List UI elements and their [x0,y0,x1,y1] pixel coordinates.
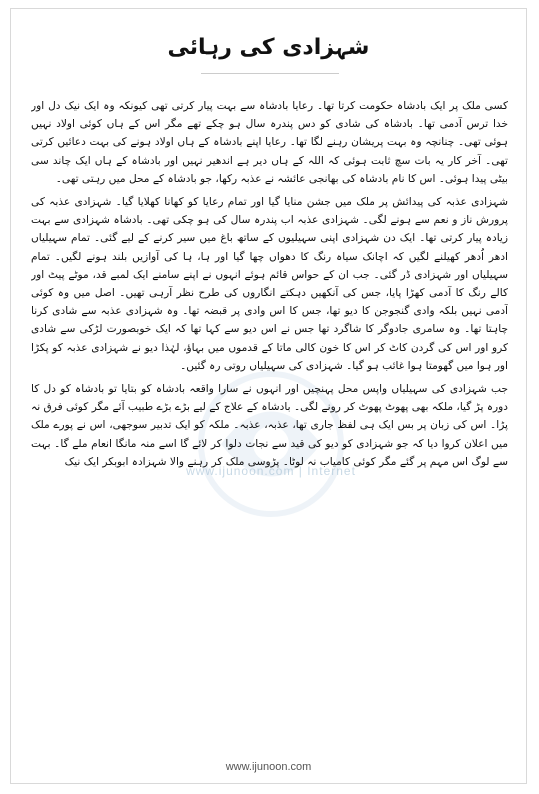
page-sheet [10,8,527,784]
footer-url: www.ijunoon.com [225,761,312,773]
story-body [31,97,508,703]
story-title: شہزادی کی رہائی [167,35,370,60]
paragraph-3: جب شہزادی کی سہیلیاں واپس محل پہنچیں اور انہوں نے سارا واقعہ بادشاہ کو بتایا تو بادشاہ کو دل کا دورہ پڑ گیا، ملکہ بھی پھوٹ پھوٹ کر رونے لگی۔ بادشاہ کے علاج کے لیے بڑے بڑے طبیب آئے مگر کوئی فرق نہ پڑا۔ اس کی زبان پر بس ایک ہی لفظ جاری تھا، عذبہ، عذبہ۔ ملکہ کو ایک تدبیر سوجھی، اس نے پورے ملک میں اعلان کروا دیا کہ جو شہزادی کو دیو کی قید سے نجات دلوا کر لائے گا اسے منہ مانگا انعام ملے گا۔ بہت سے لوگ اس مہم پر گئے مگر کوئی کامیاب نہ لوٹا۔ پڑوسی ملک کر رہنے والا شہزادہ ابوبکر ایک نیک [31,383,508,468]
paragraph-2: شہزادی عذبہ کی پیدائش پر ملک میں جشن منایا گیا اور تمام رعایا کو کھانا کھلایا گیا۔ شہزادی عذبہ کی پرورش ناز و نعم سے ہونے لگی۔ شہزادی عذبہ اب پندرہ سال کی ہو چکی تھی۔ بادشاہ شہزادی سے بہت زیادہ پیار کرتی تھا۔ ایک دن شہزادی اپنی سہیلیوں کے ساتھ باغ میں سیر کرنے کے لیے گئی۔ تمام سہیلیاں ادھر اُدھر کھیلنے لگیں کہ اچانک سیاہ رنگ کا دھواں چھا گیا اور ہا، ہا کی آوازیں بلند ہونے لگیں۔ تمام سہیلیاں اور شہزادی ڈر گئی۔ جب ان کے حواس قائم ہوئے انہوں نے اپنے سامنے ایک لمبے قد، موٹے پیٹ اور کالے رنگ کا آدمی کھڑا پایا، جس کی آنکھیں دہکتے انگاروں کی طرح نظر آرہی تھیں۔ اصل میں وہ کوئی آدمی نہیں بلکہ وادی گنجوجن کا دیو تھا، جس کا اس وادی پر قبضہ تھا۔ وہ شہزادی عذبہ سے شادی کرنا چاہتا تھا۔ وہ سامری جادوگر کا شاگرد تھا جس نے اس دیو سے کہا تھا کہ ایک خوبصورت لڑکی سے شادی کرو اور اس کی گردن کاٹ کر اس کا خون کالی ماتا کے قدموں میں بہاؤ، لہٰذا دیو نے شہزادی عذبہ کو پکڑا اور ہوا میں گھومتا ہوا غائب ہو گیا۔ شہزادی کی سہیلیاں روتی رہ گئیں۔ [31,196,508,372]
title-divider [201,73,339,74]
watermark-caption: www.ijunoon.com | Internet [186,464,356,478]
paragraph-1: کسی ملک پر ایک بادشاہ حکومت کرتا تھا۔ رعایا بادشاہ سے بہت پیار کرتی تھی کیونکہ وہ ایک نیک دل اور خدا ترس آدمی تھا۔ بادشاہ کی شادی کو دس پندرہ سال ہو چکے تھے مگر اس کے ہاں کوئی اولاد نہیں ہوئی تھی۔ چنانچہ وہ بہت پریشان رہنے لگا تھا۔ رعایا اپنے بادشاہ کے ہاں اولاد ہونے کی بہت دعائیں کرتی تھی۔ آخر کار یہ بات سچ ثابت ہوئی کہ اللہ کے ہاں دیر ہے اندھیر نہیں اور بادشاہ کے ہاں ایک چاند سی بیٹی پیدا ہوئی۔ اس کا نام بادشاہ کی بھانجی عائشہ نے عذبہ رکھا، جو بادشاہ کے محل میں رہتی تھی۔ [31,100,508,185]
